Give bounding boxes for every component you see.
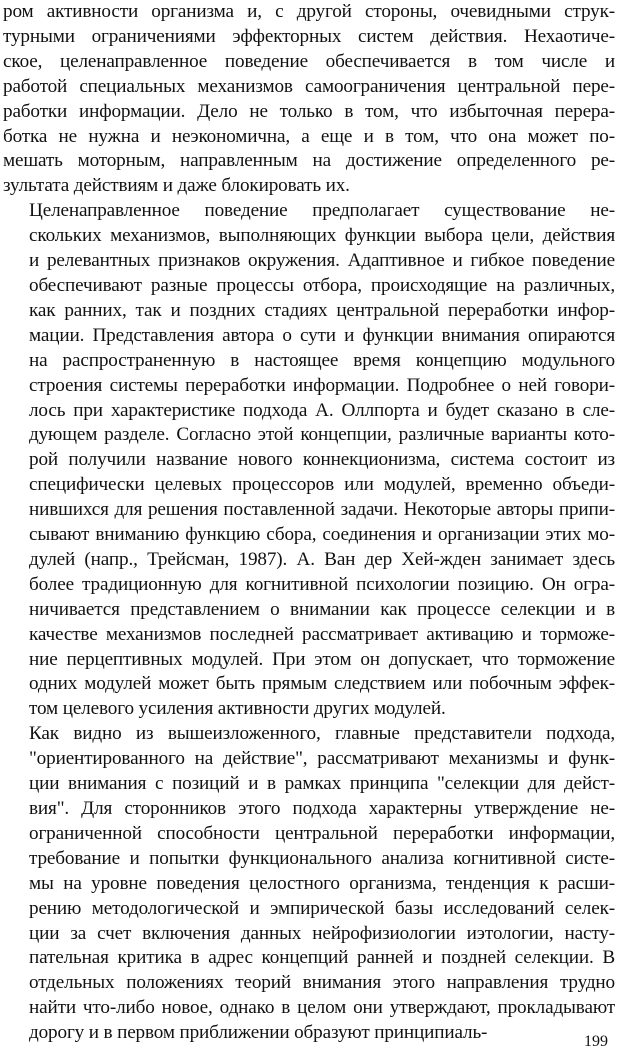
page-number: 199 — [584, 1033, 608, 1050]
text-line: ское, целенаправленное поведение обеспечивается в том числе и — [3, 50, 615, 72]
text-line: более традиционную для когнитивной психологии позицию. Он огра- — [29, 573, 615, 595]
text-line: мешать моторным, направленным на достижение определенного ре- — [3, 150, 615, 172]
text-line: пательная критика в адрес концепций ранней и поздней селекции. В — [29, 947, 615, 969]
text-line: ограниченной способности центральной переработки информации, — [29, 822, 615, 844]
text-line: ции за счет включения данных нейрофизиологии иэтологии, насту- — [29, 922, 615, 944]
text-line: "ориентированного на действие", рассматривают механизмы и функ- — [29, 748, 615, 770]
text-line: лось при характеристике подхода А. Оллпорта и будет сказано в сле- — [29, 399, 615, 421]
text-line: Целенаправленное поведение предполагает существование не- — [29, 200, 615, 222]
text-line: строения системы переработки информации. Подробнее о ней говори- — [29, 374, 615, 396]
text-line: работки информации. Дело не только в том, что избыточная перера- — [3, 100, 615, 122]
paragraph — [3, 0, 615, 199]
text-line: Как видно из вышеизложенного, главные представители подхода, — [29, 723, 615, 745]
text-line: ничивается представлением о внимании как процессе селекции и в — [29, 598, 615, 620]
text-line: и релевантных признаков окружения. Адаптивное и гибкое поведение — [29, 250, 615, 272]
text-line: ние перцептивных модулей. При этом он допускает, что торможение — [29, 648, 615, 670]
text-line: сывают вниманию функцию сбора, соединения и организации этих мо- — [29, 524, 615, 546]
text-line: отдельных положениях теорий внимания этого направления трудно — [29, 972, 615, 994]
text-line: турными ограничениями эффекторных систем действия. Нехаотиче- — [3, 25, 615, 47]
text-line: найти что-либо новое, однако в целом они утверждают, прокладывают — [29, 997, 615, 1019]
text-line: качестве механизмов последней рассматривает активацию и торможе- — [29, 623, 615, 645]
paragraph — [3, 722, 615, 1046]
body-text — [3, 0, 615, 1046]
text-line: на распространенную в настоящее время концепцию модульного — [29, 349, 615, 371]
text-line: обеспечивают разные процессы отбора, происходящие на различных, — [29, 274, 615, 296]
text-line: требование и попытки функционального анализа когнитивной систе- — [29, 847, 615, 869]
text-line: специфически целевых процессоров или модулей, временно объеди- — [29, 474, 615, 496]
text-line: как ранних, так и поздних стадиях центральной переработки инфор- — [29, 299, 615, 321]
text-line: дующем разделе. Согласно этой концепции, различные варианты кото- — [29, 424, 615, 446]
text-line: одних модулей может быть прямым следствием или побочным эффек- — [29, 673, 615, 695]
text-line: рению методологической и эмпирической базы исследований селек- — [29, 897, 615, 919]
text-line: вия". Для сторонников этого подхода характерны утверждение не- — [29, 798, 615, 819]
text-line: ботка не нужна и неэкономична, а еще и в том, что она может по- — [3, 125, 615, 147]
text-line: ции внимания с позиций и в рамках принципа "селекции для дейст- — [29, 773, 615, 795]
text-line: мации. Представления автора о сути и функции внимания опираются — [29, 324, 615, 346]
text-line: дорогу и в первом приближении образуют принципиаль- — [29, 1022, 488, 1044]
text-line: дулей (напр., Трейсман, 1987). А. Ван дер Хей-жден занимает здесь — [29, 548, 615, 570]
text-line: мы на уровне поведения целостного организма, тенденция к расши- — [29, 872, 615, 894]
text-line: работой специальных механизмов самоограничения центральной пере- — [3, 75, 615, 97]
text-line: скольких механизмов, выполняющих функции выбора цели, действия — [29, 225, 615, 247]
text-line: том целевого усиления активности других модулей. — [29, 698, 446, 720]
text-line: рой получили название нового коннекционизма, система состоит из — [29, 449, 615, 471]
paragraph — [3, 199, 615, 722]
text-line: нившихся для решения поставленной задачи. Некоторые авторы припи- — [29, 499, 615, 521]
text-line: зультата действиям и даже блокировать их. — [3, 175, 350, 197]
text-line: ром активности организма и, с другой стороны, очевидными струк- — [3, 1, 615, 22]
